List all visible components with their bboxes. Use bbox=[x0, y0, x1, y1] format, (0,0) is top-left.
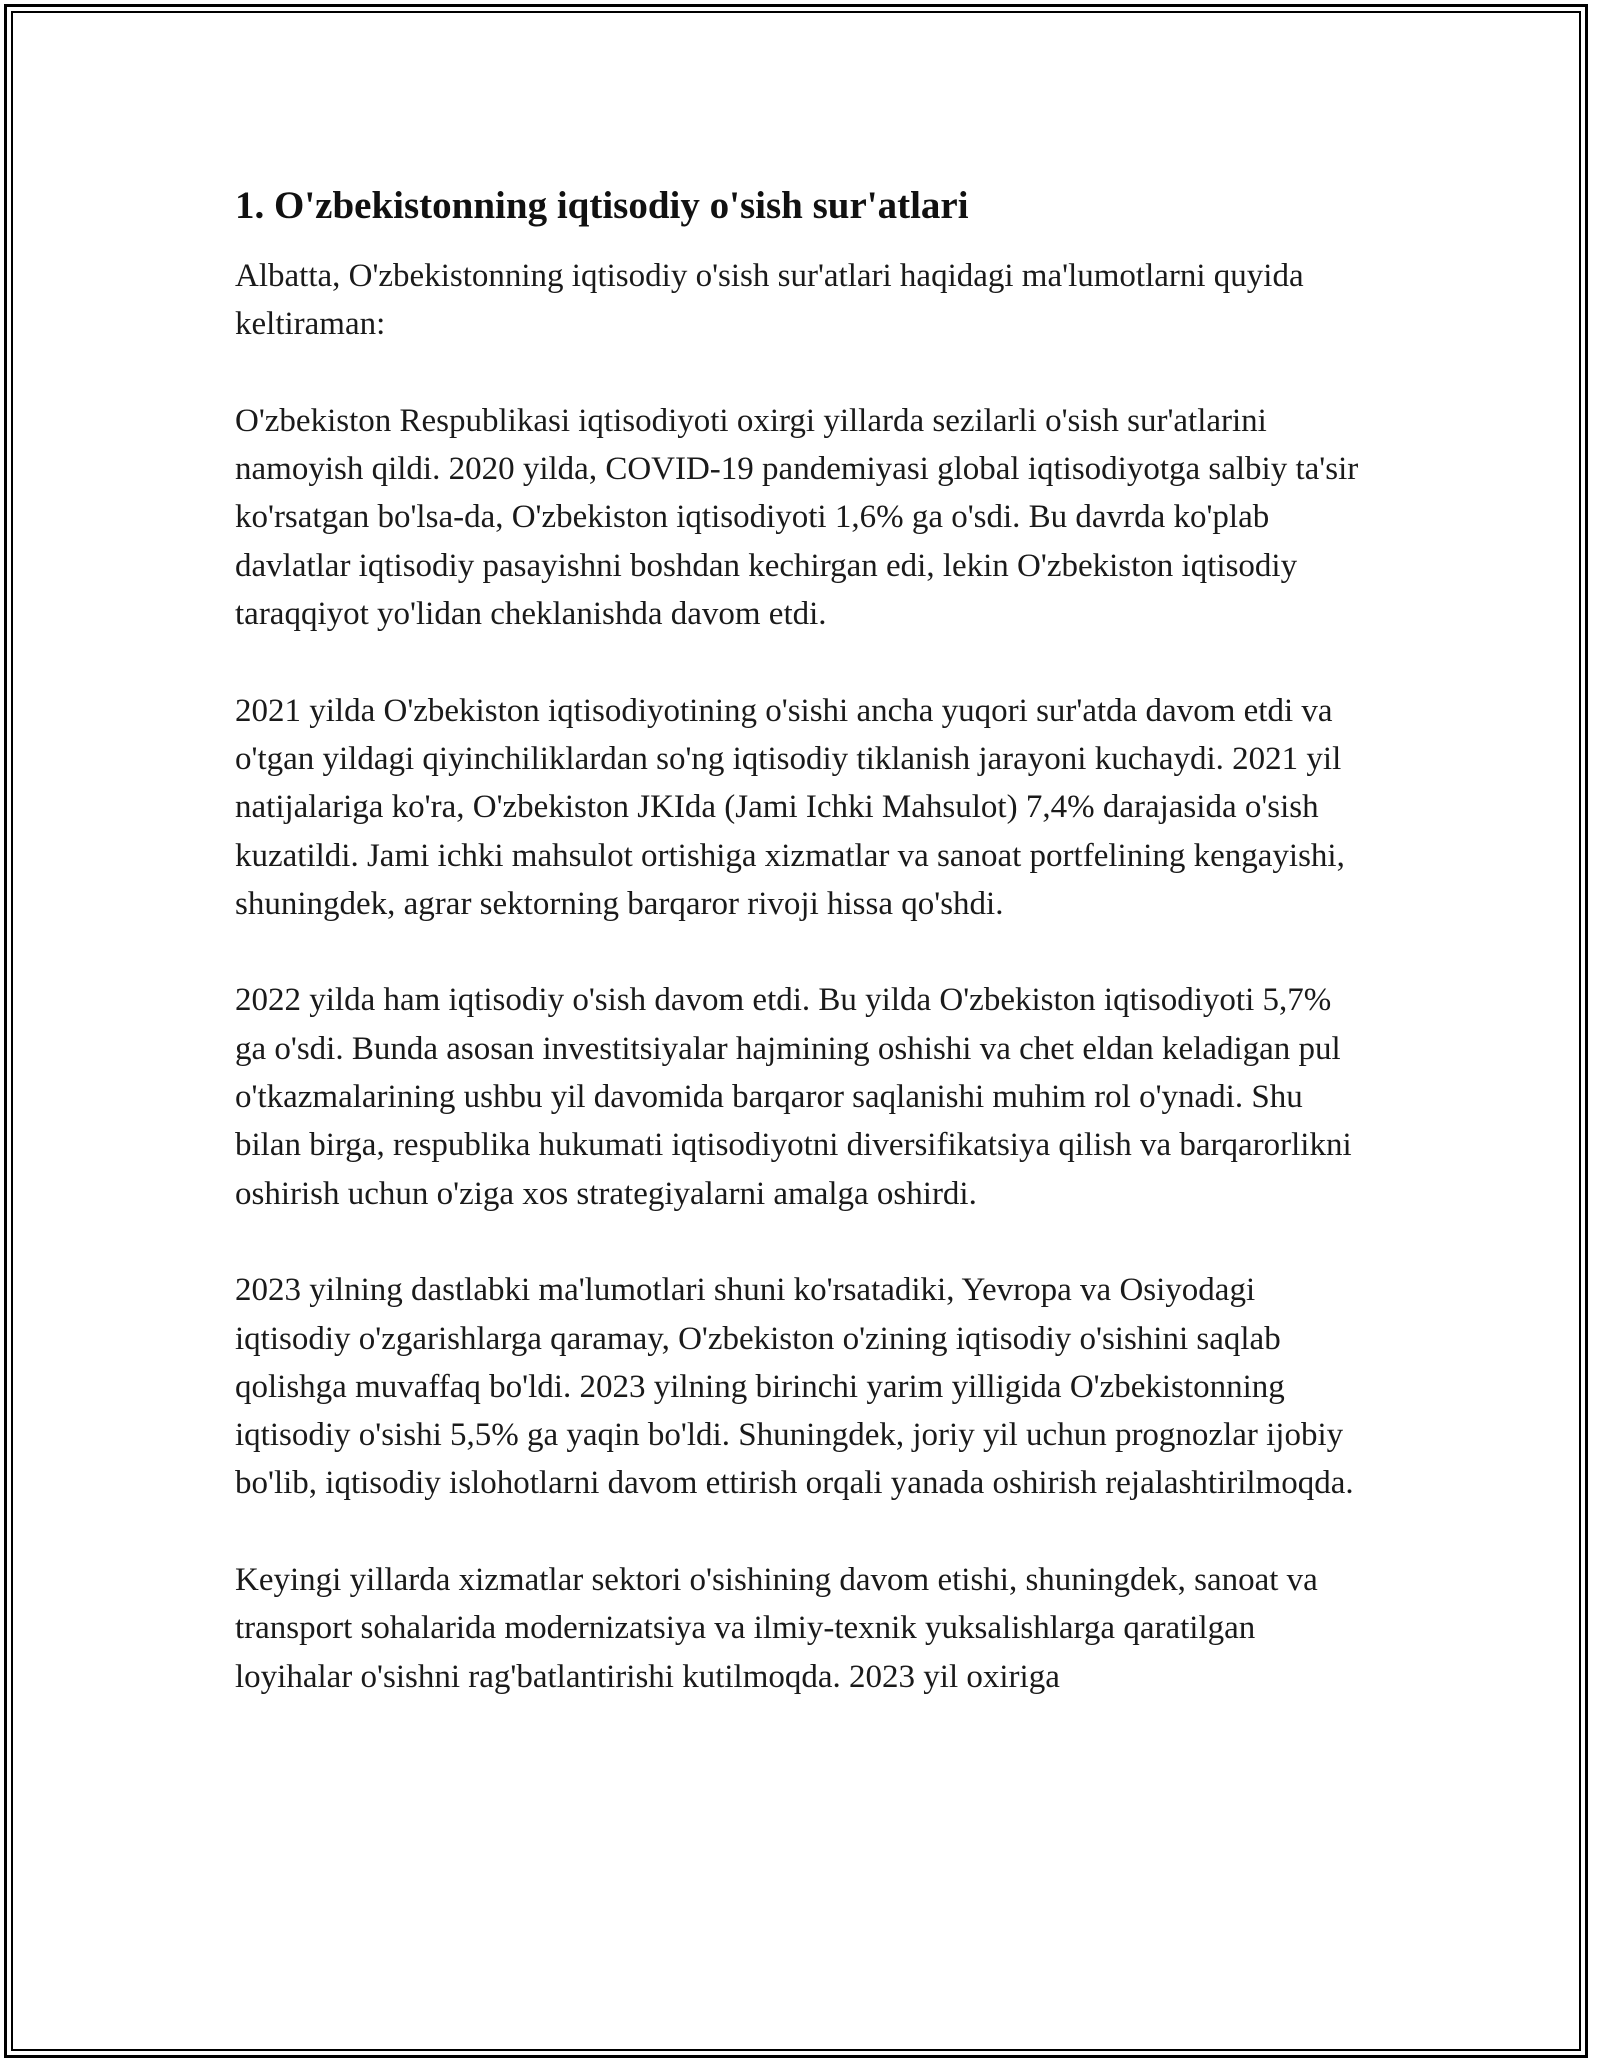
paragraph-outlook: Keyingi yillarda xizmatlar sektori o'sishining davom etishi, shuningdek, sanoat va transport sohalarida modernizatsiya va ilmiy-texnik yuksalishlarga qaratilgan loyihalar o'sishni rag'batlantirishi kutilmoqda. 2023 yil oxiriga bbox=[235, 1562, 1318, 1695]
paragraph-2023: 2023 yilning dastlabki ma'lumotlari shuni ko'rsatadiki, Yevropa va Osiyodagi iqtisodiy o'zgarishlarga qaramay, O'zbekiston o'zining iqtisodiy o'sishini saqlab qolishga muvaffaq bo'ldi. 2023 yilning birinchi yarim yilligida O'zbekistonning iqtisodiy o'sishi 5,5% ga yaqin bo'ldi. Shuningdek, joriy yil uchun prognozlar ijobiy bo'lib, iqtisodiy islohotlarni davom ettirish orqali yanada oshirish rejalashtirilmoqda. bbox=[235, 1272, 1354, 1502]
section-heading: 1. O'zbekistonning iqtisodiy o'sish sur'atlari bbox=[235, 184, 969, 227]
paragraph-2021: 2021 yilda O'zbekiston iqtisodiyotining o'sishi ancha yuqori sur'atda davom etdi va o'tgan yildagi qiyinchiliklardan so'ng iqtisodiy tiklanish jarayoni kuchaydi. 2021 yil natijalariga ko'ra, O'zbekiston JKIda (Jami Ichki Mahsulot) 7,4% darajasida o'sish kuzatildi. Jami ichki mahsulot ortishiga xizmatlar va sanoat portfelining kengayishi, shuningdek, agrar sektorning barqaror rivoji hissa qo'shdi. bbox=[235, 692, 1345, 922]
intro-paragraph: Albatta, O'zbekistonning iqtisodiy o'sish sur'atlari haqidagi ma'lumotlarni quyida keltiraman: bbox=[235, 258, 1304, 343]
document-body bbox=[235, 178, 1370, 1749]
paragraph-2020: O'zbekiston Respublikasi iqtisodiyoti oxirgi yillarda sezilarli o'sish sur'atlarini namoyish qildi. 2020 yilda, COVID-19 pandemiyasi global iqtisodiyotga salbiy ta'sir ko'rsatgan bo'lsa-da, O'zbekiston iqtisodiyoti 1,6% ga o'sdi. Bu davrda ko'plab davlatlar iqtisodiy pasayishni boshdan kechirgan edi, lekin O'zbekiston iqtisodiy taraqqiyot yo'lidan cheklanishda davom etdi. bbox=[235, 402, 1359, 633]
paragraph-2022: 2022 yilda ham iqtisodiy o'sish davom etdi. Bu yilda O'zbekiston iqtisodiyoti 5,7% ga o'sdi. Bunda asosan investitsiyalar hajmining oshishi va chet eldan keladigan pul o'tkazmalarining ushbu yil davomida barqaror saqlanishi muhim rol o'ynadi. Shu bilan birga, respublika hukumati iqtisodiyotni diversifikatsiya qilish va barqarorlikni oshirish uchun o'ziga xos strategiyalarni amalga oshirdi. bbox=[235, 982, 1352, 1212]
